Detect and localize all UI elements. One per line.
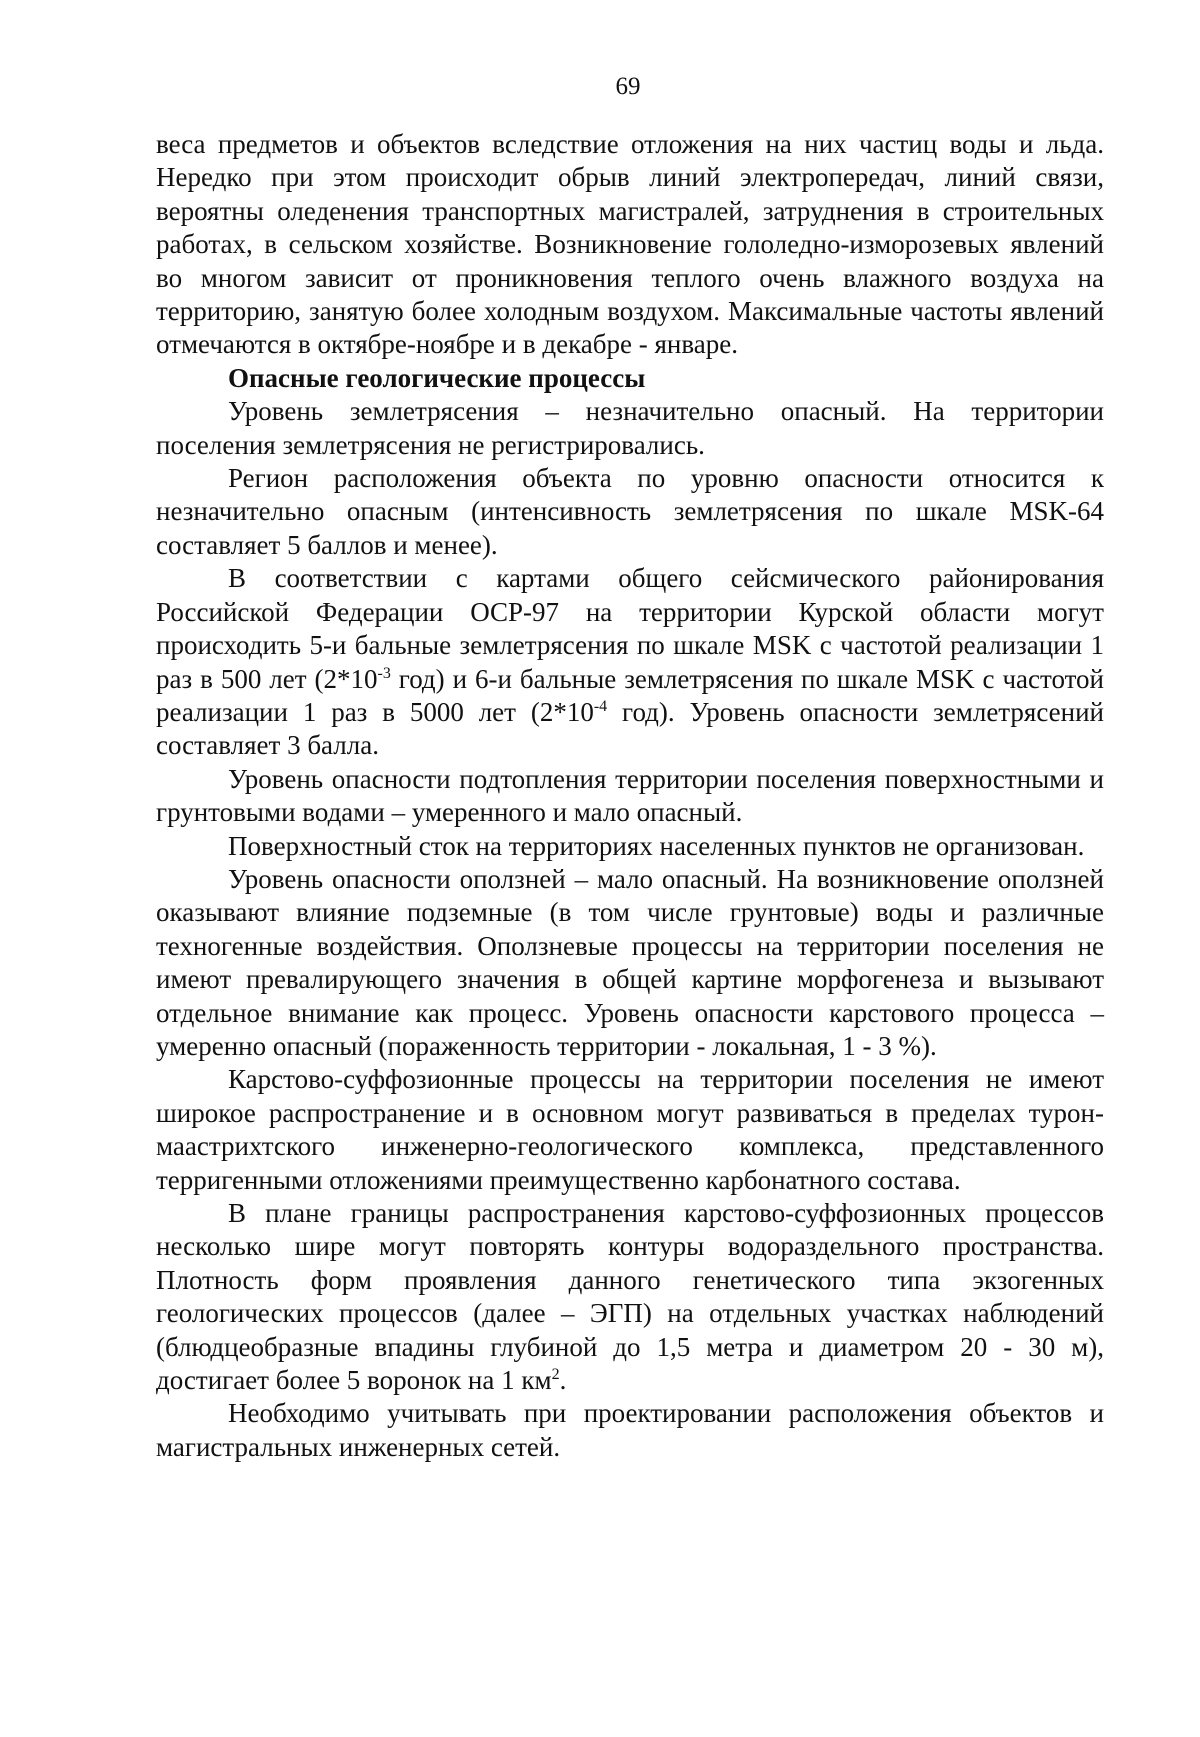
superscript: -3	[377, 664, 391, 682]
paragraph-karst-boundaries	[156, 1197, 1104, 1397]
page-number: 69	[615, 73, 641, 100]
paragraph-landslides: Уровень опасности оползней – мало опасный. На возникновение оползней оказывают влияние подземные (в том числе грунтовые) воды и различные техногенные воздействия. Оползневые процессы на территории поселения не имеют превалирующего значения в общей картине морфогенеза и вызывают отдельное внимание как процесс. Уровень опасности карстового процесса – умеренно опасный (пораженность территории - локальная, 1 - 3 %).	[156, 863, 1104, 1061]
paragraph-earthquake-level: Уровень землетрясения – незначительно опасный. На территории поселения землетрясения не регистрировались.	[156, 396, 1104, 460]
section-heading: Опасные геологические процессы	[228, 362, 646, 393]
paragraph-surface-runoff: Поверхностный сток на территориях населенных пунктов не организован.	[228, 830, 1085, 861]
paragraph-design-note: Необходимо учитывать при проектировании расположения объектов и магистральных инженерных сетей.	[156, 1398, 1104, 1462]
superscript: -4	[593, 697, 608, 715]
text-segment: год) и 6-и бальные землетрясения по шкале MSK с частотой реализации 1 раз в 5000 лет (2*10	[156, 663, 1105, 727]
paragraph-flooding: Уровень опасности подтопления территории поселения поверхностными и грунтовыми водами – умеренного и мало опасный.	[156, 763, 1104, 828]
text-segment: .	[559, 1365, 567, 1396]
paragraph-seismic-maps	[156, 562, 1104, 762]
superscript: 2	[551, 1366, 560, 1384]
text-segment: В соответствии с картами общего сейсмического районирования Российской Федерации ОСР-97 на территории Курской области могут происходить 5-и бальные землетрясения по шкале MSK с частотой реализации 1 раз в 500 лет (2*10	[156, 563, 1104, 694]
page-body	[156, 128, 1104, 1464]
paragraph-continued: веса предметов и объектов вследствие отложения на них частиц воды и льда. Нередко при этом происходит обрыв линий электропередач, линий связи, вероятны оледенения транспортных магистралей, затруднения в строительных работах, в сельском хозяйстве. Возникновение гололедно-изморозевых явлений во многом зависит от проникновения теплого очень влажного воздуха на территорию, занятую более холодным воздухом. Максимальные частоты явлений отмечаются в октябре-ноябре и в декабре - январе.	[156, 129, 1104, 360]
paragraph-region-danger: Регион расположения объекта по уровню опасности относится к незначительно опасным (интенсивность землетрясения по шкале MSK-64 составляет 5 баллов и менее).	[156, 463, 1104, 560]
paragraph-karst-processes: Карстово-суффозионные процессы на территории поселения не имеют широкое распространение и в основном могут развиваться в пределах турон-маастрихтского инженерно-геологического комплекса, представленного терригенными отложениями преимущественно карбонатного состава.	[156, 1064, 1104, 1195]
text-segment: В плане границы распространения карстово-суффозионных процессов несколько шире могут повторять контуры водораздельного пространства. Плотность форм проявления данного генетического типа экзогенных геологических процессов (далее – ЭГП) на отдельных участках наблюдений (блюдцеобразные впадины глубиной до 1,5 метра и диаметром 20 - 30 м), достигает более 5 воронок на 1 км	[156, 1198, 1104, 1396]
text-segment: год). Уровень опасности землетрясений составляет 3 балла.	[156, 696, 1104, 761]
